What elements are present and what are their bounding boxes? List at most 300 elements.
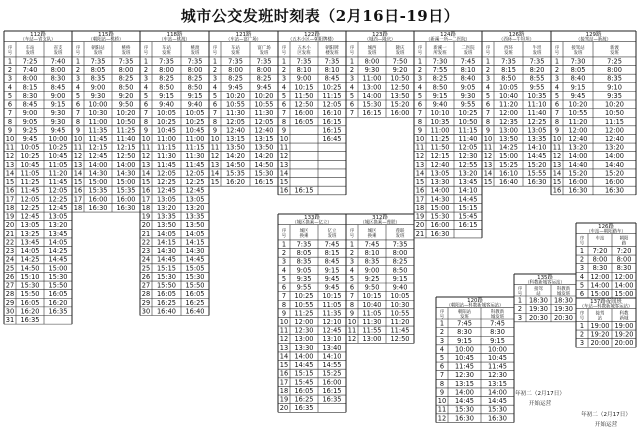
- departure-time: 10:40: [362, 300, 382, 309]
- row-number: 5: [485, 91, 491, 100]
- departure-time: 10:25: [48, 143, 68, 152]
- row-number: 4: [417, 83, 423, 92]
- route-subtitle: （车站—科教新城客运站）: [579, 304, 633, 310]
- column-header: 城发班: [556, 291, 571, 297]
- row-number: 9: [143, 126, 149, 135]
- departure-time: 11:40: [116, 135, 136, 143]
- row-number: 9: [212, 126, 218, 135]
- departure-time: 9:20: [118, 91, 134, 100]
- column-header: 五木小: [297, 45, 311, 51]
- row-number: 3: [7, 74, 13, 83]
- row-number: 26: [141, 272, 151, 281]
- row-number: 12: [483, 152, 493, 161]
- start-note: 年初二（2月17日）: [515, 391, 565, 397]
- departure-time: 16:30: [116, 203, 136, 212]
- row-number: 3: [143, 74, 149, 83]
- departure-time: 13:50: [498, 135, 519, 143]
- departure-time: 15:30: [430, 212, 450, 221]
- column-header: 西环: [504, 45, 513, 51]
- departure-time: 11:30: [362, 318, 382, 326]
- row-number: 5: [579, 281, 585, 290]
- row-number: 5: [75, 91, 81, 100]
- departure-time: 8:25: [118, 74, 134, 83]
- departure-time: 8:50: [432, 83, 448, 92]
- column-header: 接驾: [534, 286, 543, 292]
- departure-time: 16:35: [48, 307, 68, 316]
- departure-time: 11:05: [322, 300, 342, 309]
- departure-time: 16:00: [322, 378, 342, 387]
- departure-time: 12:15: [88, 143, 108, 152]
- seq-header: 序: [349, 45, 355, 51]
- start-note: 开始运营: [528, 401, 552, 407]
- departure-time: 9:05: [460, 83, 476, 92]
- row-number: 5: [439, 354, 445, 362]
- row-number: 19: [5, 212, 15, 221]
- departure-time: 8:00: [256, 66, 272, 75]
- column-header: 站: [597, 316, 603, 322]
- departure-time: 12:50: [294, 100, 314, 109]
- departure-time: 11:25: [430, 135, 450, 143]
- departure-time: 11:45: [454, 362, 475, 371]
- departure-time: 9:35: [607, 91, 622, 100]
- departure-time: 12:40: [604, 135, 625, 143]
- column-header: 省支: [53, 45, 63, 51]
- departure-time: 8:00: [392, 249, 408, 258]
- departure-time: 14:00: [116, 160, 136, 169]
- route-subtitle: （科教新城客运站）: [525, 280, 565, 286]
- row-number: 19: [415, 212, 425, 221]
- departure-time: 9:30: [90, 91, 106, 100]
- departure-time: 12:30: [458, 152, 478, 161]
- row-number: 31: [5, 316, 15, 325]
- departure-time: 11:45: [487, 362, 508, 371]
- seq-header: 号: [417, 50, 423, 56]
- departure-time: 16:15: [322, 126, 342, 135]
- page-title: 城市公交发班时刻表（2月16日-19日）: [180, 7, 460, 25]
- departure-time: 9:45: [228, 83, 243, 92]
- departure-time: 14:45: [458, 195, 478, 204]
- departure-time: 10:20: [568, 100, 588, 109]
- departure-time: 8:45: [50, 83, 66, 92]
- row-number: 11: [437, 405, 447, 414]
- departure-time: 15:25: [322, 369, 342, 378]
- departure-time: 8:25: [159, 74, 174, 83]
- departure-time: 13:20: [185, 203, 205, 212]
- seq-header: 序: [349, 228, 355, 234]
- row-number: 2: [143, 66, 149, 75]
- departure-time: 16:10: [498, 169, 519, 178]
- departure-time: 10:40: [498, 91, 519, 100]
- departure-time: 8:25: [392, 257, 408, 266]
- departure-time: 10:00: [454, 345, 475, 354]
- row-number: 12: [5, 152, 15, 161]
- departure-time: 11:45: [390, 326, 410, 335]
- departure-time: 14:30: [156, 247, 177, 256]
- departure-time: 10:10: [430, 109, 450, 118]
- departure-time: 14:50: [254, 160, 274, 169]
- departure-time: 16:35: [322, 395, 342, 404]
- departure-time: 14:00: [88, 160, 108, 169]
- departure-time: 8:00: [616, 255, 632, 264]
- departure-time: 8:30: [50, 74, 66, 83]
- departure-time: 13:20: [568, 143, 588, 152]
- column-header: 发班: [460, 314, 469, 320]
- departure-time: 14:25: [498, 143, 519, 152]
- row-number: 3: [349, 74, 355, 83]
- departure-time: 14:00: [430, 186, 450, 195]
- departure-time: 7:45: [490, 319, 505, 328]
- departure-time: 10:55: [568, 109, 588, 118]
- departure-time: 10:55: [390, 309, 410, 318]
- departure-time: 10:55: [254, 100, 274, 109]
- departure-time: 8:50: [392, 266, 408, 275]
- departure-time: 10:20: [225, 91, 246, 100]
- departure-time: 15:30: [254, 169, 274, 178]
- departure-time: 8:45: [324, 257, 340, 266]
- departure-time: 15:30: [487, 405, 508, 414]
- departure-time: 15:15: [458, 203, 478, 212]
- row-number: 9: [349, 309, 355, 318]
- departure-time: 15:00: [614, 290, 634, 299]
- departure-time: 15:25: [498, 160, 519, 169]
- departure-time: 10:50: [116, 117, 136, 126]
- departure-time: 9:55: [529, 83, 545, 92]
- row-number: 7: [143, 109, 149, 118]
- departure-time: 8:25: [432, 74, 448, 83]
- row-number: 25: [141, 264, 151, 273]
- departure-time: 10:05: [156, 109, 177, 118]
- row-number: 4: [143, 83, 149, 92]
- departure-time: 7:50: [392, 57, 408, 66]
- departure-time: 8:45: [324, 74, 340, 83]
- departure-time: 16:25: [294, 395, 314, 404]
- departure-time: 15:45: [294, 378, 314, 387]
- column-header: 换乘: [299, 233, 309, 239]
- row-number: 24: [141, 255, 151, 264]
- departure-time: 12:40: [254, 126, 274, 135]
- column-header: 城区: [367, 228, 377, 234]
- departure-time: 9:30: [460, 91, 476, 100]
- row-number: 1: [439, 319, 445, 328]
- row-number: 27: [141, 281, 151, 290]
- row-number: 2: [281, 249, 287, 258]
- departure-time: 19:00: [590, 321, 610, 330]
- row-number: 6: [212, 100, 218, 109]
- departure-time: 13:05: [527, 126, 547, 135]
- column-header: 发班: [53, 50, 63, 56]
- departure-time: 7:55: [432, 66, 448, 75]
- departure-time: 16:15: [254, 178, 274, 187]
- row-number: 30: [141, 307, 151, 316]
- departure-time: 7:35: [159, 57, 174, 66]
- departure-time: 15:00: [116, 178, 136, 187]
- seq-header: 序: [554, 45, 560, 51]
- row-number: 18: [141, 203, 151, 212]
- departure-time: 8:40: [460, 74, 476, 83]
- column-header: 站: [536, 291, 541, 297]
- departure-time: 7:35: [392, 240, 408, 249]
- departure-time: 11:05: [20, 169, 40, 178]
- row-number: 17: [141, 195, 151, 204]
- row-number: 16: [552, 186, 562, 195]
- departure-time: 11:35: [88, 126, 108, 135]
- row-number: 7: [554, 109, 560, 118]
- departure-time: 11:40: [458, 135, 478, 143]
- departure-time: 12:45: [20, 212, 40, 221]
- departure-time: 9:50: [364, 283, 380, 292]
- departure-time: 15:50: [156, 281, 177, 290]
- route-subtitle: （朝阳站—桃桥）: [88, 37, 124, 43]
- column-header: 发班: [259, 50, 269, 56]
- departure-time: 10:00: [88, 100, 108, 109]
- row-number: 18: [5, 203, 15, 212]
- departure-time: 16:05: [20, 298, 40, 307]
- departure-time: 14:05: [48, 238, 68, 247]
- departure-time: 13:00: [362, 335, 382, 344]
- departure-time: 7:45: [460, 57, 476, 66]
- row-number: 7: [485, 109, 491, 118]
- departure-time: 8:40: [570, 74, 586, 83]
- departure-time: 16:35: [20, 316, 40, 325]
- row-number: 8: [417, 117, 423, 126]
- row-number: 13: [415, 160, 425, 169]
- route-subtitle: （车站—朝阳路车）: [586, 229, 626, 235]
- departure-time: 9:55: [296, 283, 312, 292]
- departure-time: 15:55: [527, 169, 547, 178]
- row-number: 14: [141, 169, 151, 178]
- departure-time: 7:45: [324, 240, 340, 249]
- route-title: 115路: [98, 31, 114, 38]
- departure-time: 19:20: [590, 330, 610, 339]
- row-number: 10: [279, 318, 289, 326]
- row-number: 29: [141, 298, 151, 307]
- departure-time: 16:05: [294, 117, 314, 126]
- departure-time: 11:25: [20, 178, 40, 187]
- column-header: 发班: [121, 50, 131, 56]
- departure-time: 9:00: [50, 91, 66, 100]
- row-number: 17: [415, 195, 425, 204]
- departure-time: 16:00: [568, 178, 588, 187]
- departure-time: 7:30: [432, 57, 448, 66]
- departure-time: 12:05: [185, 169, 205, 178]
- departure-time: 16:45: [322, 135, 342, 143]
- departure-time: 14:45: [454, 397, 475, 406]
- row-number: 12: [415, 152, 425, 161]
- route-subtitle: （车站—省支队）: [20, 37, 56, 43]
- departure-time: 8:50: [159, 83, 174, 92]
- departure-time: 15:30: [362, 100, 382, 109]
- row-number: 8: [281, 117, 287, 126]
- departure-time: 14:00: [604, 152, 625, 161]
- departure-time: 13:50: [254, 143, 274, 152]
- row-number: 21: [5, 229, 15, 238]
- departure-time: 11:00: [88, 117, 108, 126]
- row-number: 18: [415, 203, 425, 212]
- departure-time: 10:35: [527, 91, 547, 100]
- row-number: 10: [415, 135, 425, 143]
- route-subtitle: （接驾站—新渡）: [575, 37, 612, 43]
- row-number: 3: [579, 339, 585, 348]
- departure-time: 7:35: [501, 57, 516, 66]
- departure-time: 16:20: [225, 178, 246, 187]
- column-header: 莲联: [395, 228, 405, 234]
- row-number: 10: [552, 135, 562, 143]
- row-number: 12: [279, 152, 289, 161]
- route-title: 129路: [585, 31, 602, 38]
- departure-time: 15:30: [156, 272, 177, 281]
- row-number: 13: [5, 160, 15, 169]
- departure-time: 12:05: [20, 195, 40, 204]
- departure-time: 14:50: [20, 264, 40, 273]
- row-number: 3: [281, 74, 287, 83]
- departure-time: 11:00: [185, 135, 205, 143]
- route-subtitle: （新溪一所—二医院）: [426, 37, 470, 43]
- row-number: 4: [212, 83, 218, 92]
- row-number: 2: [212, 66, 218, 75]
- seq-header: 序: [579, 311, 585, 317]
- departure-time: 14:30: [116, 169, 136, 178]
- route-subtitle: （五木小区—朝阳牌楼）: [287, 37, 337, 43]
- departure-time: 12:40: [430, 160, 450, 169]
- column-header: 新溪一: [433, 45, 447, 51]
- departure-time: 14:40: [568, 160, 588, 169]
- departure-time: 8:30: [22, 91, 38, 100]
- departure-time: 16:05: [156, 290, 177, 299]
- row-number: 4: [75, 83, 81, 92]
- row-number: 4: [439, 345, 445, 354]
- departure-time: 10:05: [390, 292, 410, 301]
- row-number: 6: [143, 100, 149, 109]
- route-subtitle: （西环—牛坦坦）: [498, 37, 535, 43]
- departure-time: 8:30: [490, 328, 505, 337]
- departure-time: 9:40: [432, 100, 448, 109]
- seq-header: 号: [281, 233, 287, 239]
- departure-time: 9:40: [392, 283, 408, 292]
- departure-time: 15:00: [498, 152, 519, 161]
- departure-time: 14:05: [156, 229, 177, 238]
- departure-time: 14:50: [225, 160, 246, 169]
- column-header: 发班: [25, 50, 35, 56]
- departure-time: 9:45: [324, 283, 340, 292]
- row-number: 1: [281, 57, 287, 66]
- departure-time: 8:10: [324, 66, 340, 75]
- departure-time: 15:30: [48, 272, 68, 281]
- departure-time: 16:40: [498, 178, 519, 187]
- departure-time: 16:40: [185, 307, 205, 316]
- departure-time: 16:00: [116, 195, 136, 204]
- column-header: 亿立: [327, 228, 337, 234]
- row-number: 18: [279, 386, 289, 395]
- row-number: 5: [143, 91, 149, 100]
- departure-time: 15:00: [590, 290, 610, 299]
- row-number: 1: [212, 57, 218, 66]
- row-number: 14: [415, 169, 425, 178]
- departure-time: 9:15: [392, 274, 408, 283]
- departure-time: 10:45: [20, 160, 40, 169]
- seq-header: 号: [7, 50, 13, 56]
- row-number: 3: [75, 74, 81, 83]
- departure-time: 14:00: [568, 152, 588, 161]
- departure-time: 11:30: [185, 152, 205, 161]
- row-number: 7: [439, 371, 445, 380]
- row-number: 21: [415, 229, 425, 238]
- row-number: 6: [554, 100, 560, 109]
- route-subtitle: （朝阳站—科教新城客运站）: [446, 303, 504, 309]
- departure-time: 12:00: [568, 126, 588, 135]
- row-number: 3: [417, 74, 423, 83]
- seq-header: 号: [281, 50, 287, 56]
- departure-time: 13:45: [458, 178, 478, 187]
- seq-header: 序: [281, 228, 287, 234]
- departure-time: 7:30: [570, 57, 586, 66]
- departure-time: 8:50: [501, 74, 516, 83]
- departure-time: 11:45: [156, 160, 177, 169]
- departure-time: 11:05: [48, 160, 68, 169]
- row-number: 9: [554, 126, 560, 135]
- column-header: 城西: [367, 45, 377, 51]
- departure-time: 9:45: [256, 83, 272, 92]
- departure-time: 11:15: [185, 143, 205, 152]
- departure-time: 7:45: [364, 240, 380, 249]
- column-header: 科教新: [490, 309, 505, 315]
- row-number: 2: [485, 66, 491, 75]
- departure-time: 14:10: [527, 143, 547, 152]
- row-number: 9: [439, 388, 445, 397]
- row-number: 11: [5, 143, 15, 152]
- row-number: 3: [517, 313, 523, 322]
- departure-time: 9:45: [22, 135, 38, 143]
- departure-time: 16:30: [454, 414, 475, 423]
- row-number: 2: [349, 249, 355, 258]
- departure-time: 12:45: [185, 186, 205, 195]
- departure-time: 12:00: [614, 272, 634, 281]
- departure-time: 11:45: [185, 160, 205, 169]
- departure-time: 7:45: [457, 319, 472, 328]
- column-header: 区发班: [297, 50, 311, 56]
- departure-time: 14:05: [20, 247, 40, 256]
- row-number: 23: [141, 247, 151, 256]
- column-header: 车站: [25, 45, 35, 51]
- departure-time: 11:30: [225, 109, 246, 118]
- seq-header: 号: [579, 316, 585, 322]
- departure-time: 11:20: [498, 100, 519, 109]
- row-number: 9: [485, 126, 491, 135]
- departure-time: 16:25: [185, 298, 205, 307]
- row-number: 5: [281, 91, 287, 100]
- row-number: 16: [279, 186, 289, 195]
- departure-time: 8:25: [256, 74, 272, 83]
- departure-time: 14:40: [604, 160, 625, 169]
- departure-time: 20:00: [590, 339, 610, 348]
- row-number: 15: [279, 178, 289, 187]
- row-number: 9: [417, 126, 423, 135]
- departure-time: 14:30: [185, 247, 205, 256]
- row-number: 4: [485, 83, 491, 92]
- departure-time: 12:40: [225, 126, 246, 135]
- departure-time: 7:35: [187, 57, 203, 66]
- departure-time: 15:15: [156, 264, 177, 273]
- row-number: 13: [141, 160, 151, 169]
- departure-time: 12:30: [487, 371, 508, 380]
- row-number: 12: [437, 414, 447, 423]
- departure-time: 8:20: [529, 66, 545, 75]
- row-number: 3: [554, 74, 560, 83]
- departure-time: 15:30: [20, 281, 40, 290]
- row-number: 8: [485, 117, 491, 126]
- departure-time: 11:00: [362, 74, 382, 83]
- row-number: 12: [141, 152, 151, 161]
- departure-time: 9:15: [570, 83, 586, 92]
